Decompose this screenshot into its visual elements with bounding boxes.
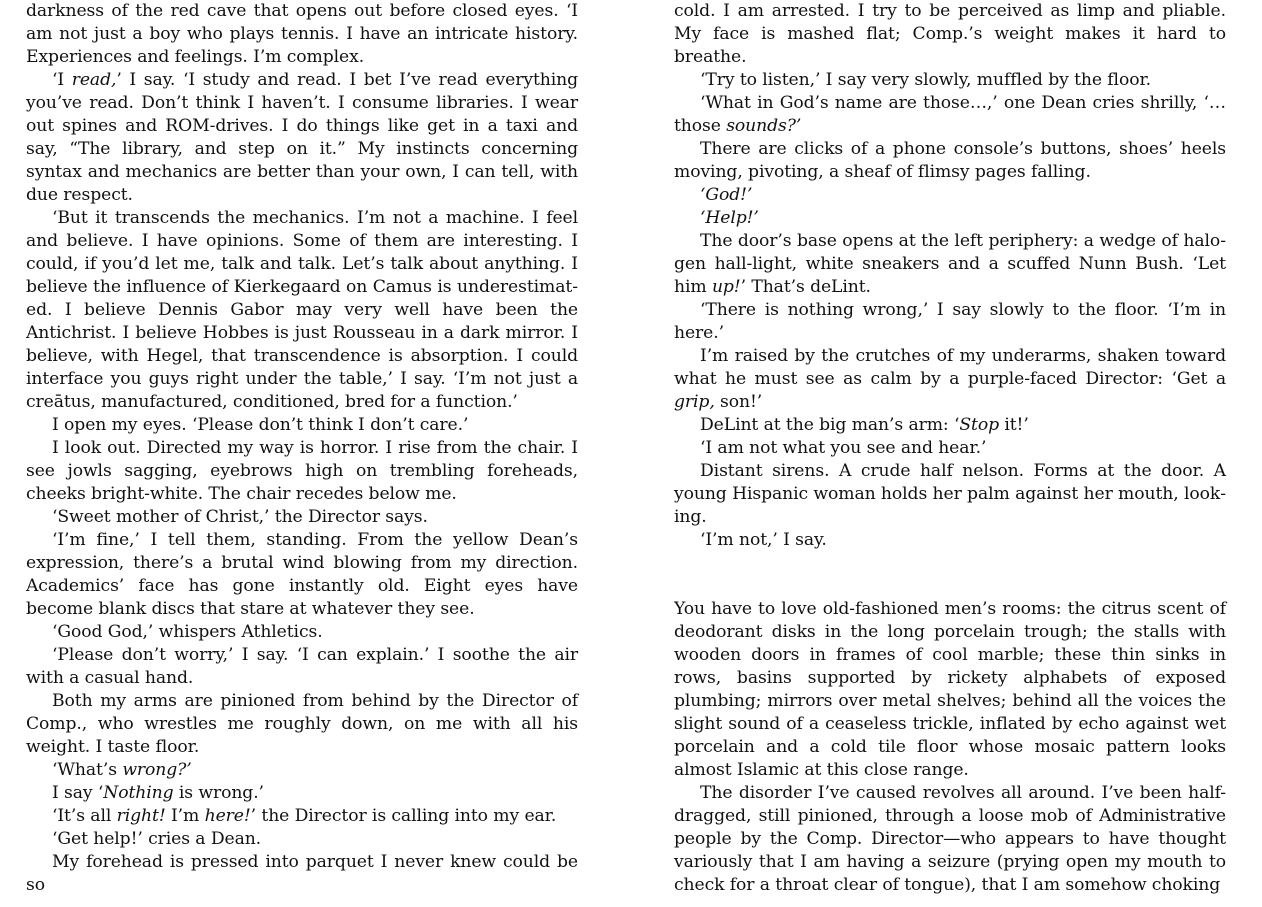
italic-text: ‘God!’ — [700, 185, 753, 205]
italic-text: Stop — [959, 415, 999, 435]
text-run: I look out. Directed my way is horror. I rise from the chair. I see jowls sagging, eyebrows high on trembling foreheads, cheeks bright-white. The chair recedes below me. — [26, 438, 578, 504]
paragraph — [26, 529, 578, 621]
text-run: I’m — [165, 806, 205, 826]
text-run: ‘Please don’t worry,’ I say. ‘I can explain.’ I soothe the air with a casual hand. — [26, 645, 578, 688]
paragraph — [26, 621, 578, 644]
text-run: ‘I’m not,’ I say. — [700, 530, 827, 550]
text-run: ‘Good God,’ whispers Athletics. — [52, 622, 323, 642]
italic-text: ‘Help!’ — [700, 208, 759, 228]
paragraph — [674, 230, 1226, 299]
paragraph — [26, 0, 578, 69]
text-run: ‘But it transcends the mechanics. I’m not a machine. I feel and believe. I have opinions. Some of them are interesting. I could, if you’d let me, talk and talk. Let’s talk about anything. I believe the influence of Kierkegaard on Camus is underestimated. I believe Dennis Gabor may very well have been the Antichrist. I believe Hobbes is just Rousseau in a dark mirror. I believe, with Hegel, that transcendence is absorption. I could interface you guys right under the table,’ I say. ‘I’m not just a creātus, manufactured, conditioned, bred for a function.’ — [26, 208, 578, 412]
text-run: ‘I — [52, 70, 72, 90]
text-run: Both my arms are pinioned from behind by the Director of Comp., who wrestles me roughly down, on me with all his weight. I taste floor. — [26, 691, 578, 757]
italic-text: here! — [204, 806, 251, 826]
text-run: ’ the Director is calling into my ear. — [250, 806, 557, 826]
paragraph — [26, 437, 578, 506]
text-run: cold. I am arrested. I try to be perceived as limp and pliable. My face is mashed flat; Comp.’s weight makes it hard to breathe. — [674, 1, 1226, 67]
paragraph — [26, 414, 578, 437]
italic-text: read, — [71, 70, 117, 90]
paragraph — [26, 759, 578, 782]
italic-text: grip, — [674, 392, 715, 412]
text-run: The door’s base opens at the left periphery: a wedge of halogen hall-light, white sneakers and a scuffed Nunn Bush. ‘Let him — [674, 231, 1226, 297]
section-break — [674, 552, 1226, 598]
paragraph — [674, 414, 1226, 437]
paragraph — [26, 782, 578, 805]
italic-text: sounds?’ — [726, 116, 802, 136]
text-run: ’ That’s deLint. — [740, 277, 871, 297]
italic-text: wrong?’ — [122, 760, 192, 780]
paragraph — [26, 69, 578, 207]
text-run: ‘What’s — [52, 760, 123, 780]
text-run: You have to love old-fashioned men’s rooms: the citrus scent of deodorant disks in the long porcelain trough; the stalls with wooden doors in frames of cool marble; these thin sinks in rows, basins supported by rickety alphabets of exposed plumbing; mirrors over metal shelves; behind all the voices the slight sound of a ceaseless trickle, inflated by echo against wet porcelain and a cold tile floor whose mosaic pattern looks almost Islamic at this close range. — [674, 599, 1226, 780]
text-run: I open my eyes. ‘Please don’t think I don’t care.’ — [52, 415, 469, 435]
text-run: ‘I’m fine,’ I tell them, standing. From the yellow Dean’s expression, there’s a brutal wind blowing from my direction. Academics’ face has gone instantly old. Eight eyes have become blank discs that stare at whatever they see. — [26, 530, 578, 619]
text-run: is wrong.’ — [173, 783, 264, 803]
paragraph — [674, 345, 1226, 414]
paragraph — [674, 460, 1226, 529]
text-run: ’ I say. ‘I study and read. I bet I’ve read everything you’ve read. Don’t think I haven’t. I consume libraries. I wear out spines and ROM-drives. I do things like get in a taxi and say, “The library, and step on it.” My instincts concerning syntax and mechanics are better than your own, I can tell, with due respect. — [26, 70, 578, 205]
paragraph — [674, 184, 1226, 207]
right-page — [674, 0, 1226, 897]
paragraph — [26, 644, 578, 690]
text-run: My forehead is pressed into parquet I never knew could be so — [26, 852, 578, 895]
text-run: ‘What in God’s name are those…,’ one Dean cries shrilly, ‘… those — [674, 93, 1226, 136]
paragraph — [26, 506, 578, 529]
text-run: ‘There is nothing wrong,’ I say slowly to the floor. ‘I’m in here.’ — [674, 300, 1226, 343]
italic-text: Nothing — [103, 783, 174, 803]
text-run: ‘Sweet mother of Christ,’ the Director says. — [52, 507, 428, 527]
paragraph — [26, 690, 578, 759]
text-run: There are clicks of a phone console’s buttons, shoes’ heels moving, pivoting, a sheaf of flimsy pages falling. — [674, 139, 1226, 182]
italic-text: up! — [711, 277, 741, 297]
paragraph — [674, 207, 1226, 230]
text-run: Distant sirens. A crude half nelson. Forms at the door. A young Hispanic woman holds her palm against her mouth, looking. — [674, 461, 1226, 527]
text-run: I’m raised by the crutches of my underarms, shaken toward what he must see as calm by a purple-faced Director: ‘Get a — [674, 346, 1226, 389]
paragraph — [26, 207, 578, 414]
text-run: DeLint at the big man’s arm: ‘ — [700, 415, 960, 435]
paragraph — [26, 851, 578, 897]
paragraph — [674, 69, 1226, 92]
text-run: ‘Get help!’ cries a Dean. — [52, 829, 262, 849]
paragraph — [674, 92, 1226, 138]
paragraph — [674, 782, 1226, 897]
text-run: it!’ — [998, 415, 1029, 435]
paragraph — [674, 437, 1226, 460]
text-run: son!’ — [714, 392, 763, 412]
text-run: ‘Try to listen,’ I say very slowly, muffled by the floor. — [700, 70, 1152, 90]
text-run: I say ‘ — [52, 783, 104, 803]
paragraph — [674, 0, 1226, 69]
paragraph — [674, 299, 1226, 345]
paragraph — [26, 828, 578, 851]
text-run: The disorder I’ve caused revolves all around. I’ve been half-dragged, still pinioned, through a loose mob of Administrative people by the Comp. Director—who appears to have thought variously that I am having a seizure (prying open my mouth to check for a throat clear of tongue), that I am somehow choking — [674, 783, 1226, 895]
paragraph — [674, 598, 1226, 782]
paragraph — [674, 138, 1226, 184]
paragraph — [674, 529, 1226, 552]
text-run: ‘It’s all — [52, 806, 117, 826]
italic-text: right! — [116, 806, 166, 826]
text-run: ‘I am not what you see and hear.’ — [700, 438, 987, 458]
left-page — [26, 0, 578, 897]
text-run: darkness of the red cave that opens out before closed eyes. ‘I am not just a boy who plays tennis. I have an intricate history. Experiences and feelings. I’m complex. — [26, 1, 578, 67]
paragraph — [26, 805, 578, 828]
